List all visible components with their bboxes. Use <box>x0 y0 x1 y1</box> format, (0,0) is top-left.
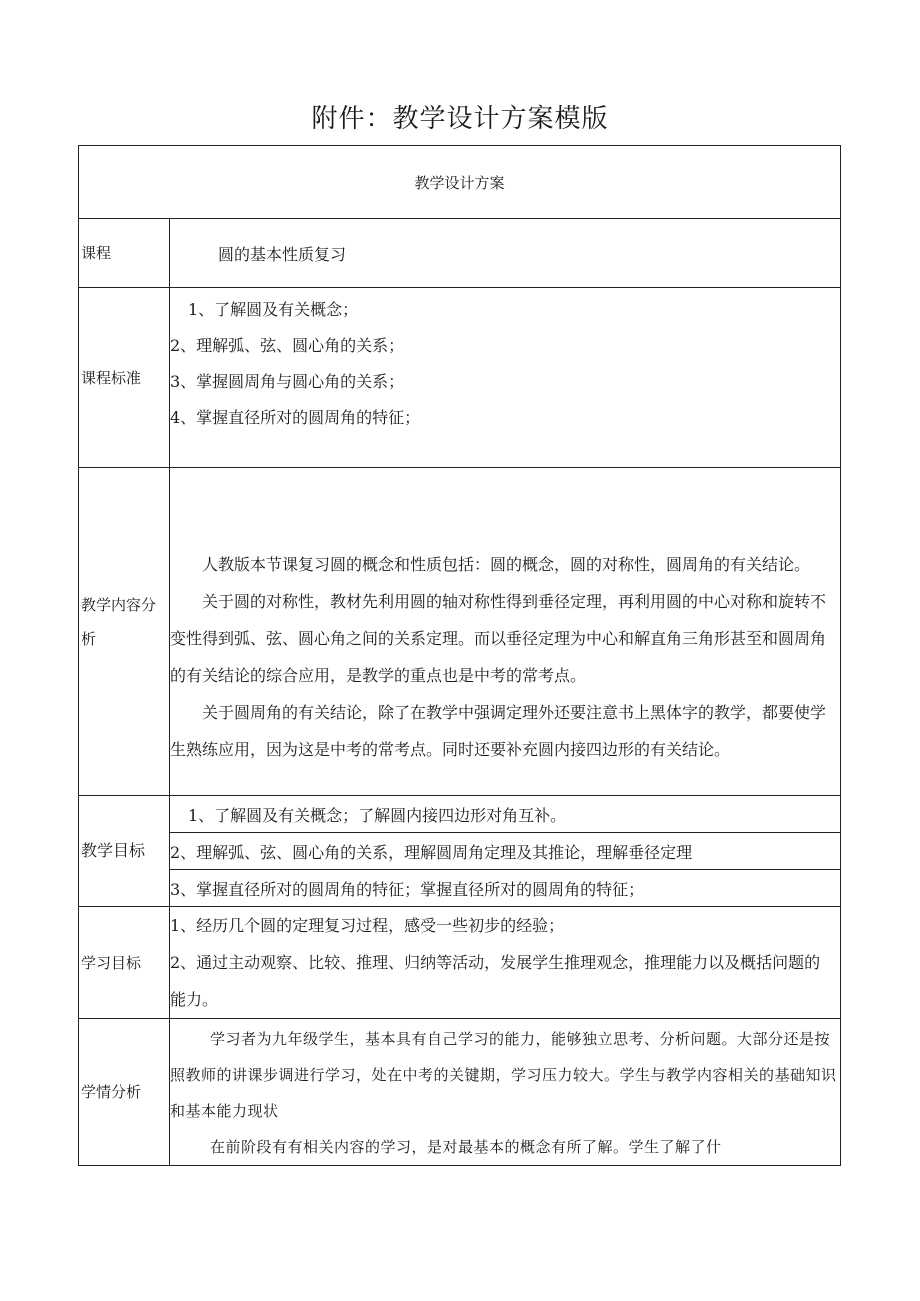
content-label-line1: 教学内容分 <box>81 596 157 614</box>
teaching-goals-label: 教学目标 <box>79 796 170 907</box>
content-cell <box>170 468 841 796</box>
learner-analysis-label: 学情分析 <box>79 1019 170 1166</box>
course-row <box>79 219 841 288</box>
teaching-goal-row <box>79 796 841 833</box>
table-header: 教学设计方案 <box>79 146 841 219</box>
page-title: 附件：教学设计方案模版 <box>311 104 609 134</box>
learner-analysis-paragraph: 学习者为九年级学生，基本具有自己学习的能力，能够独立思考、分析问题。大部分还是按照教师的讲课步调进行学习，处在中考的关键期，学习压力较大。学生与教学内容相关的基础知识和基本能力现状 <box>170 1030 837 1120</box>
learning-goal-item: 1、经历几个圆的定理复习过程，感受一些初步的经验； <box>170 916 565 935</box>
design-table <box>78 145 841 1166</box>
course-value: 圆的基本性质复习 <box>170 219 841 288</box>
learning-goals-label: 学习目标 <box>79 907 170 1019</box>
table-header-row <box>79 146 841 219</box>
teaching-goal-item: 1、了解圆及有关概念；了解圆内接四边形对角互补。 <box>170 796 841 833</box>
learning-goals-cell <box>170 907 841 1019</box>
learner-analysis-paragraph: 在前阶段有有相关内容的学习，是对最基本的概念有所了解。学生了解了什 <box>210 1138 722 1156</box>
teaching-goal-item: 2、理解弧、弦、圆心角的关系，理解圆周角定理及其推论，理解垂径定理 <box>170 833 841 870</box>
learner-analysis-row <box>79 1019 841 1166</box>
content-row <box>79 468 841 796</box>
standard-item: 2、理解弧、弦、圆心角的关系； <box>170 336 405 355</box>
teaching-goal-item: 3、掌握直径所对的圆周角的特征；掌握直径所对的圆周角的特征； <box>170 870 841 907</box>
standard-label: 课程标准 <box>79 288 170 468</box>
learner-analysis-cell <box>170 1019 841 1166</box>
standard-item: 4、掌握直径所对的圆周角的特征； <box>170 408 421 427</box>
standard-item: 3、掌握圆周角与圆心角的关系； <box>170 372 405 391</box>
content-paragraph: 人教版本节课复习圆的概念和性质包括：圆的概念，圆的对称性，圆周角的有关结论。 <box>202 555 811 574</box>
teaching-goal-row <box>79 870 841 907</box>
learning-goal-item: 2、通过主动观察、比较、推理、归纳等活动，发展学生推理观念，推理能力以及概括问题的能力。 <box>170 953 821 1009</box>
content-label <box>79 468 170 796</box>
teaching-goal-row <box>79 833 841 870</box>
standard-row <box>79 288 841 468</box>
standard-cell <box>170 288 841 468</box>
learning-goals-row <box>79 907 841 1019</box>
content-paragraph: 关于圆的对称性，教材先利用圆的轴对称性得到垂径定理，再利用圆的中心对称和旋转不变性得到弧、弦、圆心角之间的关系定理。而以垂径定理为中心和解直角三角形甚至和圆周角的有关结论的综合应用，是教学的重点也是中考的常考点。 <box>170 592 827 685</box>
standard-item: 1、了解圆及有关概念； <box>188 300 359 319</box>
content-label-line2: 析 <box>81 630 97 648</box>
course-label: 课程 <box>79 219 170 288</box>
content-paragraph: 关于圆周角的有关结论，除了在教学中强调定理外还要注意书上黑体字的教学，都要使学生熟练应用，因为这是中考的常考点。同时还要补充圆内接四边形的有关结论。 <box>170 703 827 759</box>
